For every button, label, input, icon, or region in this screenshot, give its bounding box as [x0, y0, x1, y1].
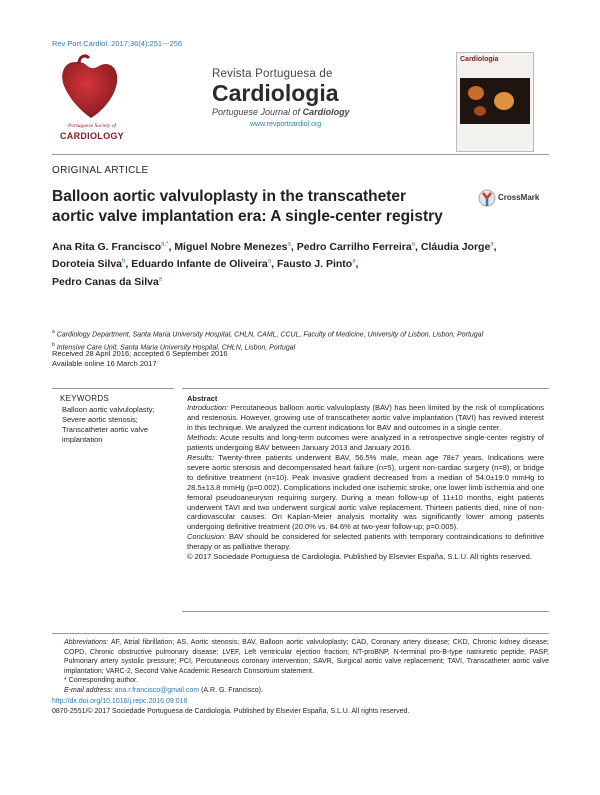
cover-image	[460, 78, 530, 124]
article-title: Balloon aortic valvuloplasty in the transcatheter aortic valve implantation era: A single-center registry	[52, 188, 443, 225]
abbreviations-footnote: Abbreviations: AF, Atrial fibrillation; AS, Aortic stenosis; BAV, Balloon aortic valvuloplasty; CAD, Coronary artery disease; CKD, Chronic kidney disease; COPD, Chronic obstructive pulmonary disease; LVEF, Left ventricular ejection fraction; NT-proBNP, N-terminal pro-B-type natriuretic peptide; PASP, Pulmonary artery systolic pressure; PCI, Percutaneous coronary intervention; SAVR, Surgical aortic valve replacement; TAVI, Transcatheter aortic valve implantation; VARC-2, Second Valve Academic Research Consortium statement.	[64, 639, 549, 675]
author[interactable]: Eduardo Infante de Oliveira$^a$,	[131, 258, 277, 270]
affiliation: $^b$ Intensive Care Unit, Santa Maria University Hospital, CHLN, Lisbon, Portugal	[52, 342, 296, 352]
article-type-label: ORIGINAL ARTICLE	[52, 165, 149, 176]
email-link[interactable]: ana.r.francisco@gmail.com	[114, 686, 200, 694]
cover-title: Cardiologia	[460, 56, 499, 63]
crossmark-badge[interactable]	[478, 189, 544, 209]
author[interactable]: Cláudia Jorge$^a$,	[420, 240, 497, 253]
abstract-conclusion: Conclusion: BAV should be considered for selected patients with temporary contraindications to definitive therapy or as palliative therapy.	[187, 532, 544, 552]
author-list	[52, 237, 542, 290]
author[interactable]: Pedro Canas da Silva$^a$	[52, 275, 163, 288]
abstract-methods: Methods: Acute results and long-term outcomes were analyzed in a retrospective single-center registry of patients undergoing BAV between January 2013 and January 2016.	[187, 432, 544, 452]
author[interactable]: Fausto J. Pinto$^a$,	[276, 258, 359, 270]
affiliation: $^a$ Cardiology Department, Santa Maria University Hospital, CHLN, CAML, CCUL, Faculty of Medicine, University of Lisbon, Lisbon, Portugal	[52, 329, 484, 339]
logo-caption-society: Portuguese Society of	[68, 123, 116, 129]
author[interactable]: Miguel Nobre Menezes$^a$,	[174, 240, 297, 253]
keyword-item: Severe aortic stenosis;	[62, 415, 138, 424]
email-footnote: E-mail address: ana.r.francisco@gmail.com (A.R. G. Francisco).	[64, 686, 263, 694]
journal-cover-thumbnail	[456, 52, 534, 152]
crossmark-icon	[478, 189, 496, 209]
received-date: Received 28 April 2016; accepted 6 September 2016	[52, 349, 228, 358]
header-divider	[52, 154, 549, 155]
article-dates	[52, 349, 542, 369]
keyword-item: Transcatheter aortic valve implantation	[62, 425, 149, 444]
corresponding-author-note: * Corresponding author.	[64, 677, 138, 684]
journal-url-link[interactable]: www.revportcardiol.org	[250, 121, 322, 128]
author[interactable]: Pedro Carrilho Ferreira$^a$,	[296, 240, 421, 253]
keywords-heading: KEYWORDS	[60, 394, 110, 403]
keyword-item: Balloon aortic valvuloplasty;	[62, 405, 155, 414]
keywords-panel	[52, 388, 174, 445]
abstract-heading: Abstract	[187, 394, 218, 403]
journal-citation[interactable]: Rev Port Cardiol. 2017;36(4):251---256	[52, 39, 183, 48]
keywords-list	[52, 405, 174, 445]
footnotes	[52, 633, 549, 695]
author[interactable]: Ana Rita G. Francisco$^{a,*}$,	[52, 240, 175, 253]
abstract-results: Results: Twenty-three patients underwent BAV, 56.5% male, mean age 78±7 years. Indications were severe aortic stenosis and decompensated heart failure (n=5), urgent non-cardiac surgery (n=8), or bridge to definitive treatment (n=10). Peak invasive gradient decreased from a median of 54.0±19.0 mmHg to 28.5±13.8 mmHg (p=0.002). Complications included one ischemic stroke, one lower limb ischemia and one femoral pseudoaneurysm requiring surgery. During a mean follow-up of 11±10 months, eight patients underwent TAVI and two underwent surgical aortic valve replacement. Thirteen patients died, nine of non-cardiovascular causes. On Kaplan-Meier analysis mortality was significantly lower among patients undergoing definitive treatment (20.0% vs. 84.6% at two-year follow-up; p=0.005).	[187, 452, 544, 532]
doi-link[interactable]: http://dx.doi.org/10.1016/j.repc.2016.09.016	[52, 698, 188, 705]
crossmark-label: CrossMark	[498, 193, 540, 202]
abstract-panel	[182, 388, 549, 612]
copyright-footer: 0870-2551/© 2017 Sociedade Portuguesa de Cardiologia. Published by Elsevier España, S.L.U. All rights reserved.	[52, 708, 410, 715]
journal-masthead	[212, 68, 350, 128]
abstract-copyright: © 2017 Sociedade Portuguesa de Cardiologia. Published by Elsevier España, S.L.U. All rights reserved.	[187, 552, 532, 562]
journal-name-main: Cardiologia	[212, 80, 339, 106]
abstract-introduction: Introduction: Percutaneous balloon aortic valvuloplasty (BAV) has been limited by the risk of complications and restenosis. However, growing use of transcatheter aortic valve implantation (TAVI) has revived interest in this technique. We analyzed the current indications for BAV and outcomes in a single center.	[187, 403, 544, 432]
logo-caption-cardiology: CARDIOLOGY	[59, 131, 124, 141]
journal-name-line1: Revista Portuguesa de	[212, 68, 333, 80]
journal-subtitle: Portuguese Journal of Cardiology	[212, 107, 350, 117]
author[interactable]: Doroteia Silva$^b$,	[52, 258, 132, 270]
online-date: Available online 16 March 2017	[52, 359, 157, 368]
